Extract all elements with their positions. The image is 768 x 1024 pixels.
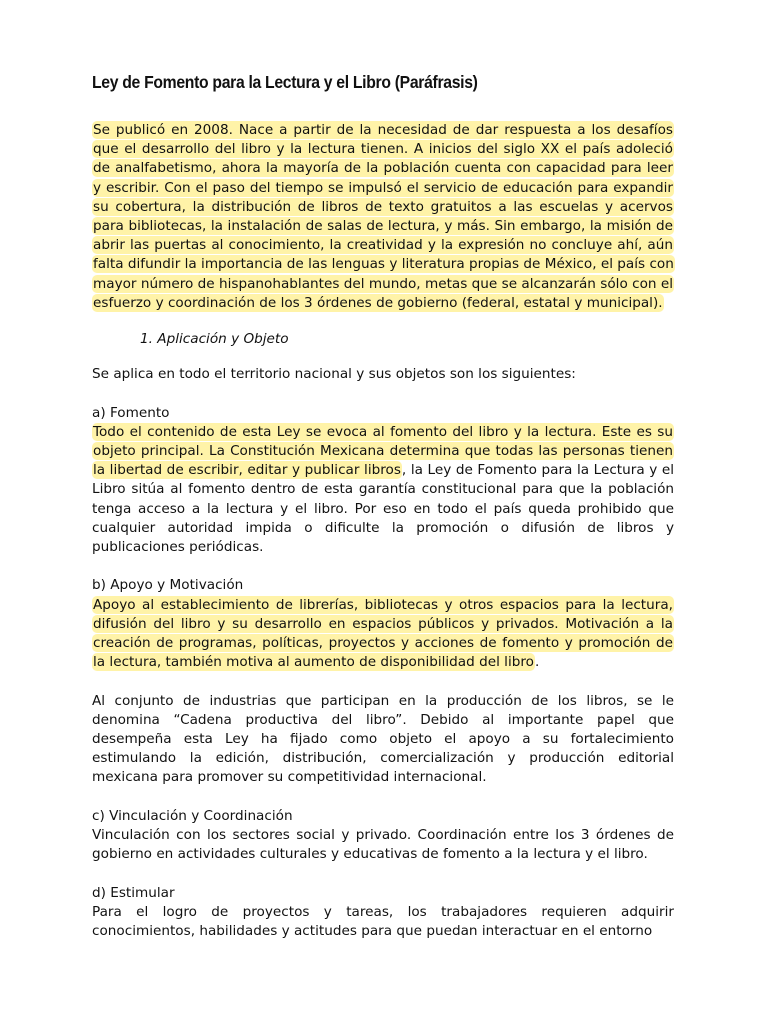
- item-b-rest: .: [534, 654, 540, 671]
- item-a-highlight: Todo el contenido de esta Ley se evoca al fomento del libro y la lectura. Este es su objeto principal. La Constitución Mexicana determina que todas las personas tienen la libertad de escribir, editar y publicar libros: [93, 423, 673, 479]
- intro-highlight: Se publicó en 2008. Nace a partir de la necesidad de dar respuesta a los desafíos que el desarrollo del libro y la lectura tienen. A inicios del siglo XX el país adoleció de analfabetismo, ahora la mayoría de la población cuenta con capacidad para leer y escribir. Con el paso del tiempo se impulsó el servicio de educación para expandir su cobertura, la distribución de libros de texto gratuitos a las escuelas y acervos para bibliotecas, la instalación de salas de lectura, y más. Sin embargo, la misión de abrir las puertas al conocimiento, la creatividad y la expresión no concluye ahí, aún falta difundir la importancia de las lenguas y literatura propias de México, el país con mayor número de hispanohablantes del mundo, metas que se alcanzarán sólo con el esfuerzo y coordinación de los 3 órdenes de gobierno (federal, estatal y municipal).: [93, 122, 674, 311]
- section-intro-text: Se aplica en todo el territorio nacional y sus objetos son los siguientes:: [92, 366, 576, 383]
- spacer: [92, 788, 674, 807]
- spacer: [92, 384, 674, 403]
- item-d-label: d) Estimular: [92, 884, 175, 901]
- item-a-label: a) Fomento: [92, 404, 170, 421]
- section-heading-aplicacion: 1. Aplicación y Objeto: [140, 331, 289, 348]
- intro-paragraph: [92, 121, 674, 313]
- document-title: Ley de Fomento para la Lectura y el Libro (Paráfrasis): [92, 72, 478, 92]
- spacer: [92, 672, 674, 691]
- spacer: [92, 557, 674, 576]
- item-c-paragraph: Vinculación con los sectores social y privado. Coordinación entre los 3 órdenes de gobierno en actividades culturales y educativas de fomento a la lectura y el libro.: [92, 827, 674, 863]
- item-d-paragraph: Para el logro de proyectos y tareas, los trabajadores requieren adquirir conocimientos, habilidades y actitudes para que puedan interactuar en el entorno: [92, 903, 674, 940]
- item-b-paragraph-2: Al conjunto de industrias que participan en la producción de los libros, se le denomina “Cadena productiva del libro”. Debido al importante papel que desempeña esta Ley ha fijado como objeto el apoyo a su fortalecimiento estimulando la edición, distribución, comercialización y producción editorial mexicana para promover su competitividad internacional.: [92, 692, 674, 786]
- item-c-label: c) Vinculación y Coordinación: [92, 807, 293, 824]
- item-b-paragraph: [92, 596, 674, 673]
- item-b-highlight: Apoyo al establecimiento de librerías, bibliotecas y otros espacios para la lectura, difusión del libro y su desarrollo en espacios públicos y privados. Motivación a la creación de programas, políticas, proyectos y acciones de fomento y promoción de la lectura, también motiva al aumento de disponibilidad del libro: [93, 596, 673, 671]
- item-a-paragraph: [92, 423, 674, 557]
- item-b-label: b) Apoyo y Motivación: [92, 577, 244, 594]
- spacer: [92, 864, 674, 883]
- item-a-rest: , la Ley de Fomento para la Lectura y el Libro sitúa al fomento dentro de esta garantía constitucional para que la población tenga acceso a la lectura y el libro. Por eso en todo el país queda prohibido que cualquier autoridad impida o dificulte la promoción o difusión de libros y publicaciones periódicas.: [92, 462, 675, 556]
